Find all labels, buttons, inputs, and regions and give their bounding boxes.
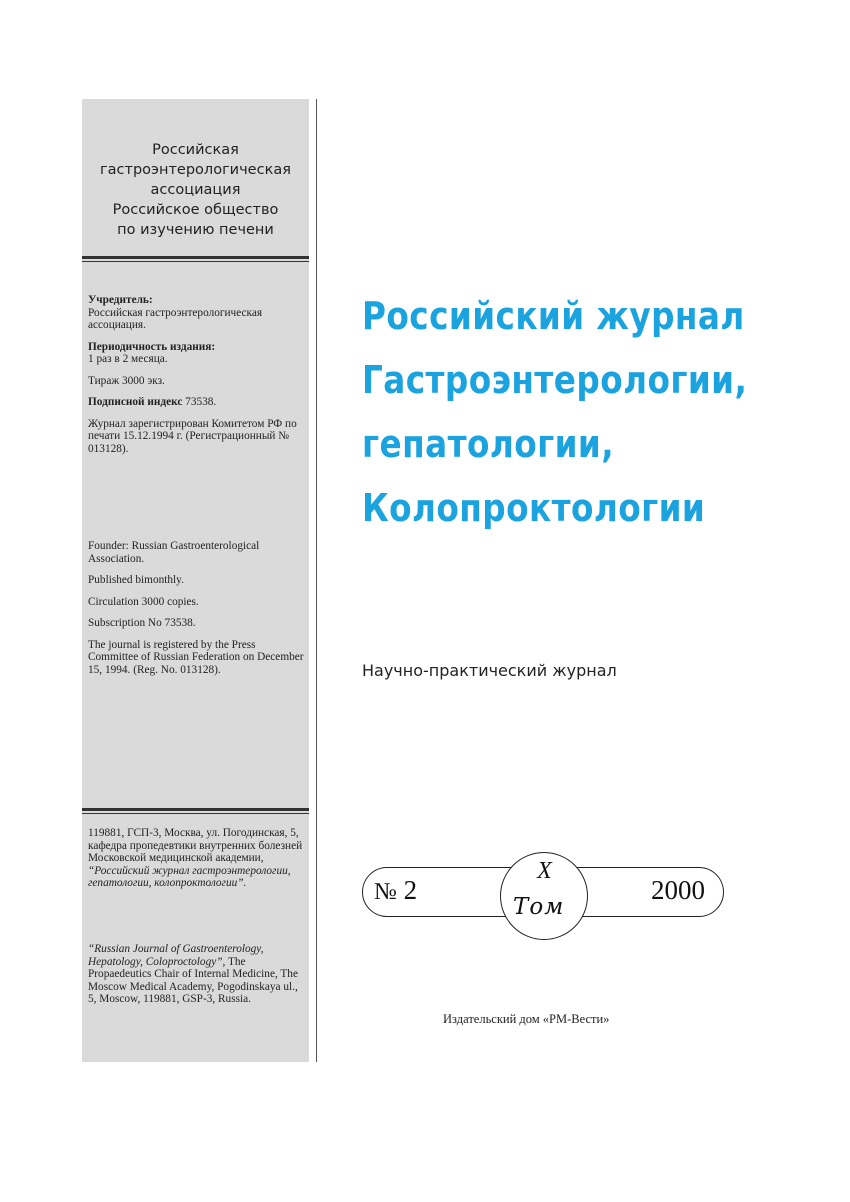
founder-ru [88, 294, 306, 332]
title-line: Российский журнал [362, 294, 745, 338]
issue-year: 2000 [651, 875, 705, 905]
double-rule-bottom [82, 808, 309, 814]
circulation-ru: Тираж 3000 экз. [88, 374, 165, 387]
periodicity-label: Периодичность издания: [88, 340, 216, 353]
address-ru-text: 119881, ГСП-3, Москва, ул. Погодинская, 5, кафедра пропедевтики внутренних болезней Московской медицинской академии, [88, 827, 303, 864]
address-en [88, 943, 306, 1006]
issue-number-value: 2 [403, 875, 418, 905]
registration-en: The journal is registered by the Press Committee of Russian Federation on December 15, 1994. (Reg. No. 013128). [88, 638, 304, 676]
periodicity-value: 1 раз в 2 месяца. [88, 353, 168, 365]
association-line: гастроэнтерологическая [100, 162, 291, 178]
address-en-journal: “Russian Journal of Gastroenterology, Hepatology, Coloproctology”, [88, 943, 264, 968]
address-ru [88, 827, 306, 890]
russian-info [88, 294, 306, 464]
periodicity-ru [88, 341, 306, 366]
subscription-label: Подписной индекс [88, 396, 183, 408]
volume-number: X [537, 858, 552, 884]
issue-number [374, 873, 417, 909]
address-en-text: The Propaedeutics Chair of Internal Medicine, The Moscow Medical Academy, Pogodinskaya ul., 5, Moscow, 119881, GSP-3, Russia. [88, 955, 298, 1005]
association-block [82, 140, 309, 240]
circulation-en: Circulation 3000 copies. [88, 595, 199, 608]
subscription-ru [88, 396, 306, 409]
association-line: Российская [152, 142, 239, 158]
subscription-en: Subscription No 73538. [88, 617, 196, 629]
subscription-value: 73538. [185, 396, 217, 408]
english-info [88, 540, 306, 685]
title-line: гепатологии, [362, 422, 615, 466]
double-rule-top [82, 256, 309, 262]
registration-ru: Журнал зарегистрирован Комитетом РФ по печати 15.12.1994 г. (Регистрационный № 013128). [88, 417, 297, 455]
vertical-divider [316, 99, 317, 1062]
title-line: Гастроэнтерологии, [362, 358, 748, 402]
address-ru-journal: “Российский журнал гастроэнтерологии, гепатологии, колопроктологии”. [88, 864, 291, 889]
founder-value: Российская гастроэнтерологическая ассоциация. [88, 306, 263, 331]
journal-subtitle: Научно-практический журнал [362, 661, 617, 680]
title-line: Колопроктологии [362, 486, 706, 530]
volume-word: Том [513, 894, 565, 920]
founder-label: Учредитель: [88, 294, 153, 306]
number-sign: № [374, 879, 397, 905]
address-en-block [88, 943, 306, 1015]
address-ru-block [88, 827, 306, 899]
journal-title [362, 284, 758, 540]
founder-en: Founder: Russian Gastroenterological Association. [88, 540, 260, 565]
association-line: Российское общество [112, 202, 279, 218]
publisher: Издательский дом «РМ-Вести» [443, 1012, 610, 1026]
association-line: ассоциация [150, 182, 241, 198]
association-line: по изучению печени [117, 222, 274, 238]
published-en: Published bimonthly. [88, 574, 184, 586]
